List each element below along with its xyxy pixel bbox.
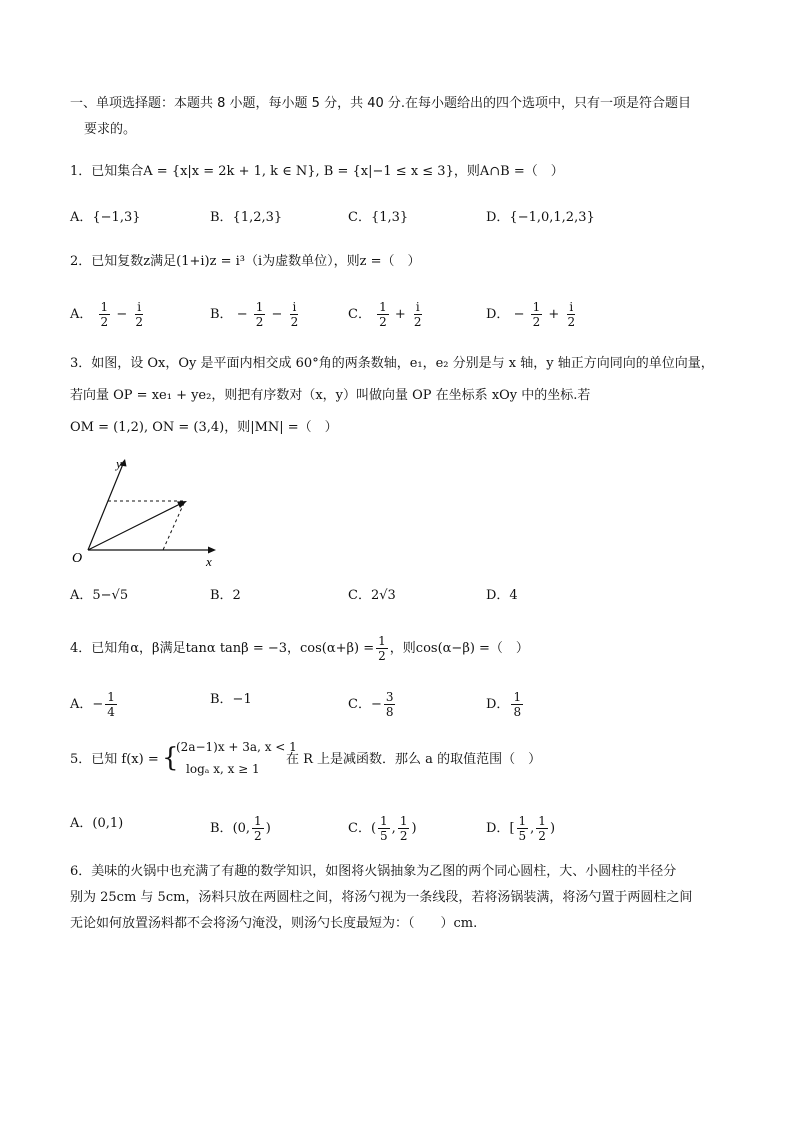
- denominator: 8: [385, 705, 394, 719]
- denominator: 2: [379, 315, 387, 329]
- numerator: 1: [254, 814, 262, 828]
- bracket-left: (0,: [232, 821, 251, 836]
- bracket-right: ): [265, 821, 271, 836]
- denominator: 2: [538, 829, 546, 843]
- question-3-option-b[interactable]: B．2: [210, 588, 241, 603]
- bracket-right: ): [549, 821, 556, 836]
- numerator: i: [569, 300, 574, 314]
- denominator: 2: [135, 315, 143, 329]
- fraction: [517, 814, 529, 843]
- question-2-option-d[interactable]: [486, 300, 579, 329]
- question-3-figure: [70, 454, 230, 570]
- option-label: A．−: [70, 697, 104, 712]
- operator: +: [394, 307, 406, 322]
- fraction: [254, 300, 266, 329]
- question-2-option-b[interactable]: [210, 300, 302, 329]
- fraction: [289, 300, 301, 329]
- fraction: [531, 300, 543, 329]
- option-label: B．: [210, 307, 233, 322]
- vector-op-arrow: [177, 501, 187, 508]
- y-axis: [88, 464, 123, 550]
- question-3-line2: 若向量 OP = xe₁ + ye₂，则把有序数对（x，y）叫做向量 OP 在坐标系 xOy 中的坐标.若: [70, 388, 591, 403]
- question-5-stem-part2: 在 R 上是减函数．那么 a 的取值范围（ ）: [286, 752, 542, 767]
- option-label: A．: [70, 307, 93, 322]
- numerator: 1: [538, 814, 546, 828]
- question-4-option-d[interactable]: [486, 690, 525, 719]
- numerator: 1: [378, 634, 386, 648]
- numerator: 1: [100, 300, 109, 314]
- numerator: i: [292, 300, 297, 314]
- fraction: [384, 690, 396, 719]
- denominator: 2: [290, 315, 299, 329]
- option-label: C．−: [348, 697, 382, 712]
- fraction: [378, 814, 390, 843]
- x-axis-arrow: [208, 547, 216, 554]
- fraction: [511, 690, 523, 719]
- denominator: 2: [567, 315, 576, 329]
- question-3-line1: 3．如图，设 Ox，Oy 是平面内相交成 60°角的两条数轴，e₁，e₂ 分别是与 x 轴，y 轴正方向同向的单位向量，: [70, 356, 714, 371]
- numerator: 1: [255, 300, 264, 314]
- question-1-option-d[interactable]: D．{−1,0,1,2,3}: [486, 210, 595, 225]
- question-4-option-b[interactable]: B．−1: [210, 692, 252, 707]
- question-1-option-b[interactable]: B．{1,2,3}: [210, 210, 283, 225]
- denominator: 5: [380, 829, 388, 843]
- option-label: D．: [486, 307, 510, 322]
- numerator: 3: [385, 690, 394, 704]
- denominator: 5: [518, 829, 527, 843]
- question-1-option-a[interactable]: A．{−1,3}: [70, 210, 141, 225]
- sign: −: [236, 307, 248, 322]
- question-6-line3: 无论如何放置汤料都不会将汤勺淹没，则汤勺长度最短为：（ ）cm.: [70, 916, 478, 931]
- fraction: [99, 300, 111, 329]
- numerator: 1: [518, 814, 527, 828]
- question-2-option-a[interactable]: [70, 300, 147, 329]
- x-axis-label: x: [206, 554, 212, 569]
- bracket-left: (: [370, 821, 377, 836]
- piecewise-brace: {: [162, 743, 179, 773]
- question-5-option-a[interactable]: A．(0,1): [70, 816, 124, 831]
- option-label: B．: [210, 821, 233, 836]
- denominator: 2: [100, 315, 109, 329]
- fraction: [133, 300, 145, 329]
- section-heading-line2: 要求的。: [84, 122, 137, 137]
- fraction: [105, 690, 117, 719]
- operator: −: [271, 307, 283, 322]
- numerator: 1: [513, 690, 522, 704]
- question-1-stem: 1．已知集合A = {x|x = 2k + 1, k ∈ N}, B = {x|−1 ≤ x ≤ 3}，则A∩B =（ ）: [70, 164, 564, 179]
- fraction: [412, 300, 424, 329]
- fraction: [398, 814, 410, 843]
- question-5-option-d[interactable]: D．[ $\frac{1}{5}$ , $\frac{1}{2}$ ): [486, 814, 556, 843]
- question-6-line2: 别为 25cm 与 5cm，汤料只放在两圆柱之间，将汤勺视为一条线段，若将汤锅装满，将汤勺置于两圆柱之间: [70, 890, 693, 905]
- numerator: 1: [532, 300, 541, 314]
- denominator: 4: [107, 705, 115, 719]
- dashed-line-slanted: [163, 503, 184, 550]
- question-3-line3: OM = (1,2), ON = (3,4)，则|MN| =（ ）: [70, 420, 338, 435]
- piecewise-case-2: logₐ x, x ≥ 1: [186, 762, 260, 776]
- question-2-stem: 2．已知复数z满足(1+i)z = i³（i为虚数单位），则z =（ ）: [70, 254, 421, 269]
- question-4-stem: [70, 634, 529, 663]
- denominator: 2: [532, 315, 541, 329]
- fraction: [252, 814, 264, 843]
- option-label: C．: [348, 821, 371, 836]
- question-4-stem-part1: 4．已知角α，β满足tanα tanβ = −3，cos(α+β) =: [70, 641, 375, 656]
- vector-op: [88, 503, 182, 550]
- numerator: 1: [399, 814, 408, 828]
- sign: −: [513, 307, 525, 322]
- question-2-option-c[interactable]: [348, 300, 426, 329]
- operator: +: [548, 307, 560, 322]
- option-label: C．: [348, 307, 371, 322]
- denominator: 2: [254, 829, 262, 843]
- numerator: 1: [379, 300, 387, 314]
- fraction: [565, 300, 577, 329]
- question-6-line1: 6．美味的火锅中也充满了有趣的数学知识，如图将火锅抽象为乙图的两个同心圆柱，大、小圆柱的半径分: [70, 864, 677, 879]
- numerator: i: [415, 300, 420, 314]
- option-label: D．: [486, 821, 510, 836]
- denominator: 2: [413, 315, 422, 329]
- piecewise-case-1: (2a−1)x + 3a, x < 1: [176, 740, 297, 754]
- bracket-left: [: [509, 821, 515, 836]
- question-4-stem-part2: ，则cos(α−β) =（ ）: [389, 641, 529, 656]
- origin-label: O: [72, 551, 83, 566]
- question-4-option-c[interactable]: [348, 690, 397, 719]
- option-label: D．: [486, 697, 510, 712]
- y-axis-label: y: [116, 456, 122, 471]
- question-1-option-c[interactable]: C．{1,3}: [348, 210, 409, 225]
- question-3-option-a[interactable]: A．5−√5: [70, 588, 129, 603]
- fraction: [376, 634, 388, 663]
- question-3-option-d[interactable]: D．4: [486, 588, 518, 603]
- oblique-axes-diagram: [70, 454, 230, 570]
- numerator: 1: [380, 814, 388, 828]
- section-heading-line1: 一、单项选择题：本题共 8 小题，每小题 5 分，共 40 分.在每小题给出的四个选项中，只有一项是符合题目: [70, 96, 692, 111]
- numerator: i: [137, 300, 142, 314]
- denominator: 8: [513, 705, 522, 719]
- question-5-option-b[interactable]: [210, 814, 271, 843]
- numerator: 1: [107, 690, 115, 704]
- question-5-option-c[interactable]: C．( $\frac{1}{5}$ , $\frac{1}{2}$ ): [348, 814, 417, 843]
- fraction: [377, 300, 389, 329]
- bracket-right: ): [411, 821, 417, 836]
- denominator: 2: [399, 829, 408, 843]
- denominator: 2: [378, 649, 386, 663]
- question-4-option-a[interactable]: [70, 690, 119, 719]
- question-3-option-c[interactable]: C．2√3: [348, 588, 396, 603]
- denominator: 2: [255, 315, 264, 329]
- operator: −: [116, 307, 128, 322]
- fraction: [536, 814, 548, 843]
- question-5-stem-part1: 5．已知 f(x) =: [70, 752, 159, 767]
